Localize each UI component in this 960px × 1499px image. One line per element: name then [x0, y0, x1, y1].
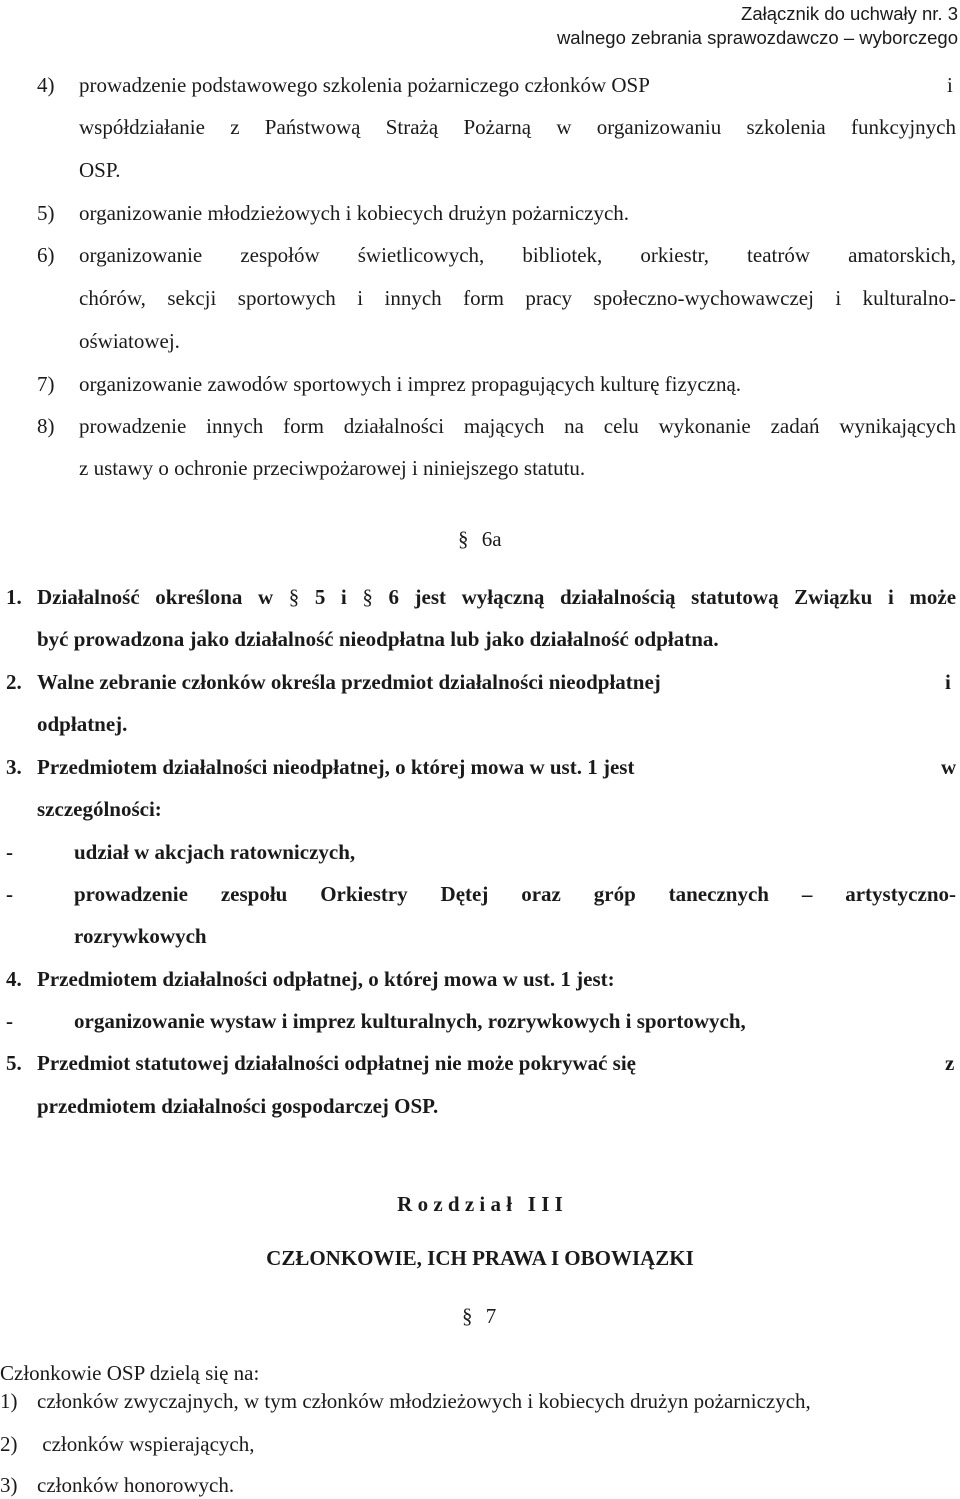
item-8-line-2: z ustawy o ochronie przeciwpożarowej i niniejszego statutu.: [79, 456, 586, 480]
item-4-line-1-tail: i: [947, 73, 953, 97]
section-heading-6a: [458, 526, 502, 552]
header-line-1: Załącznik do uchwały nr. 3: [741, 3, 958, 24]
list-item: członków zwyczajnych, w tym członków młodzieżowych i kobiecych drużyn pożarniczych,: [37, 1389, 811, 1413]
paragraph-number: 3.: [6, 755, 22, 779]
paragraph-number: 2.: [6, 670, 22, 694]
item-number: 8): [37, 414, 55, 438]
paragraph-number: 4.: [6, 967, 22, 991]
section-sign: §: [288, 585, 300, 609]
item-8-line-1: prowadzenie innych form działalności mających na celu wykonanie zadań wynikających: [79, 414, 956, 438]
dash-bullet: -: [6, 840, 13, 864]
paragraph-number: 5.: [6, 1051, 22, 1075]
paragraph-number: 1.: [6, 585, 22, 609]
paragraph-3-line-2: szczególności:: [37, 797, 162, 821]
item-4-line-3: OSP.: [79, 158, 121, 182]
list-item-number: 2): [0, 1432, 18, 1456]
attachment-header: [557, 2, 958, 50]
section-sign: §: [362, 585, 373, 609]
paragraph-3-dash-2-line-2: rozrywkowych: [74, 924, 207, 948]
members-intro: Członkowie OSP dzielą się na:: [0, 1361, 260, 1385]
item-4-line-2: współdziałanie z Państwową Strażą Pożarną w organizowaniu szkolenia funkcyjnych: [79, 115, 956, 139]
paragraph-4-line-1: Przedmiotem działalności odpłatnej, o której mowa w ust. 1 jest:: [37, 967, 615, 991]
item-6-line-2: chórów, sekcji sportowych i innych form pracy społeczno-wychowawczej i kulturalno-: [79, 286, 956, 310]
list-item-number: 3): [0, 1473, 18, 1497]
item-6-line-1: organizowanie zespołów świetlicowych, bibliotek, orkiestr, teatrów amatorskich,: [79, 243, 956, 267]
item-6-line-3: oświatowej.: [79, 329, 180, 353]
section-heading-7: [462, 1303, 496, 1329]
paragraph-3-line-1-tail: w: [941, 755, 957, 779]
item-number: 6): [37, 243, 55, 267]
paragraph-5-line-2: przedmiotem działalności gospodarczej OSP.: [37, 1094, 439, 1118]
section-label: 7: [485, 1304, 497, 1328]
item-5-text: organizowanie młodzieżowych i kobiecych drużyn pożarniczych.: [79, 201, 630, 225]
paragraph-1-line-1: Działalność określona w § 5 i § 6 jest wyłączną działalnością statutową Związku i może: [37, 585, 957, 609]
paragraph-3-dash-1: udział w akcjach ratowniczych,: [74, 840, 356, 864]
paragraph-1-line-2: być prowadzona jako działalność nieodpłatna lub jako działalność odpłatna.: [37, 627, 719, 651]
section-label: 6a: [481, 527, 502, 551]
item-number: 7): [37, 372, 55, 396]
list-item: członków honorowych.: [37, 1473, 235, 1497]
list-item-number: 1): [0, 1389, 18, 1413]
paragraph-2-line-2: odpłatnej.: [37, 712, 128, 736]
list-item: członków wspierających,: [37, 1432, 255, 1456]
section-sign: §: [462, 1304, 473, 1328]
dash-bullet: -: [6, 882, 13, 906]
paragraph-3-line-1: Przedmiotem działalności nieodpłatnej, o której mowa w ust. 1 jest: [37, 755, 635, 779]
section-sign: §: [458, 527, 469, 551]
paragraph-2-line-1-tail: i: [945, 670, 951, 694]
header-line-2: walnego zebrania sprawozdawczo – wyborczego: [556, 27, 958, 48]
item-number: 4): [37, 73, 55, 97]
paragraph-3-dash-2-line-1: prowadzenie zespołu Orkiestry Dętej oraz gróp tanecznych – artystyczno-: [74, 882, 956, 906]
paragraph-5-line-1: Przedmiot statutowej działalności odpłatnej nie może pokrywać się: [37, 1051, 637, 1075]
paragraph-5-line-1-tail: z: [945, 1051, 955, 1075]
item-7-text: organizowanie zawodów sportowych i imprez propagujących kulturę fizyczną.: [79, 372, 742, 396]
paragraph-2-line-1: Walne zebranie członków określa przedmiot działalności nieodpłatnej: [37, 670, 661, 694]
chapter-title: R o z d z i a ł I I I: [397, 1192, 563, 1216]
dash-bullet: -: [6, 1009, 13, 1033]
item-number: 5): [37, 201, 55, 225]
paragraph-4-dash-1: organizowanie wystaw i imprez kulturalnych, rozrywkowych i sportowych,: [74, 1009, 746, 1033]
item-4-line-1: prowadzenie podstawowego szkolenia pożarniczego członków OSP: [79, 73, 650, 97]
chapter-subtitle: CZŁONKOWIE, ICH PRAWA I OBOWIĄZKI: [266, 1246, 694, 1270]
